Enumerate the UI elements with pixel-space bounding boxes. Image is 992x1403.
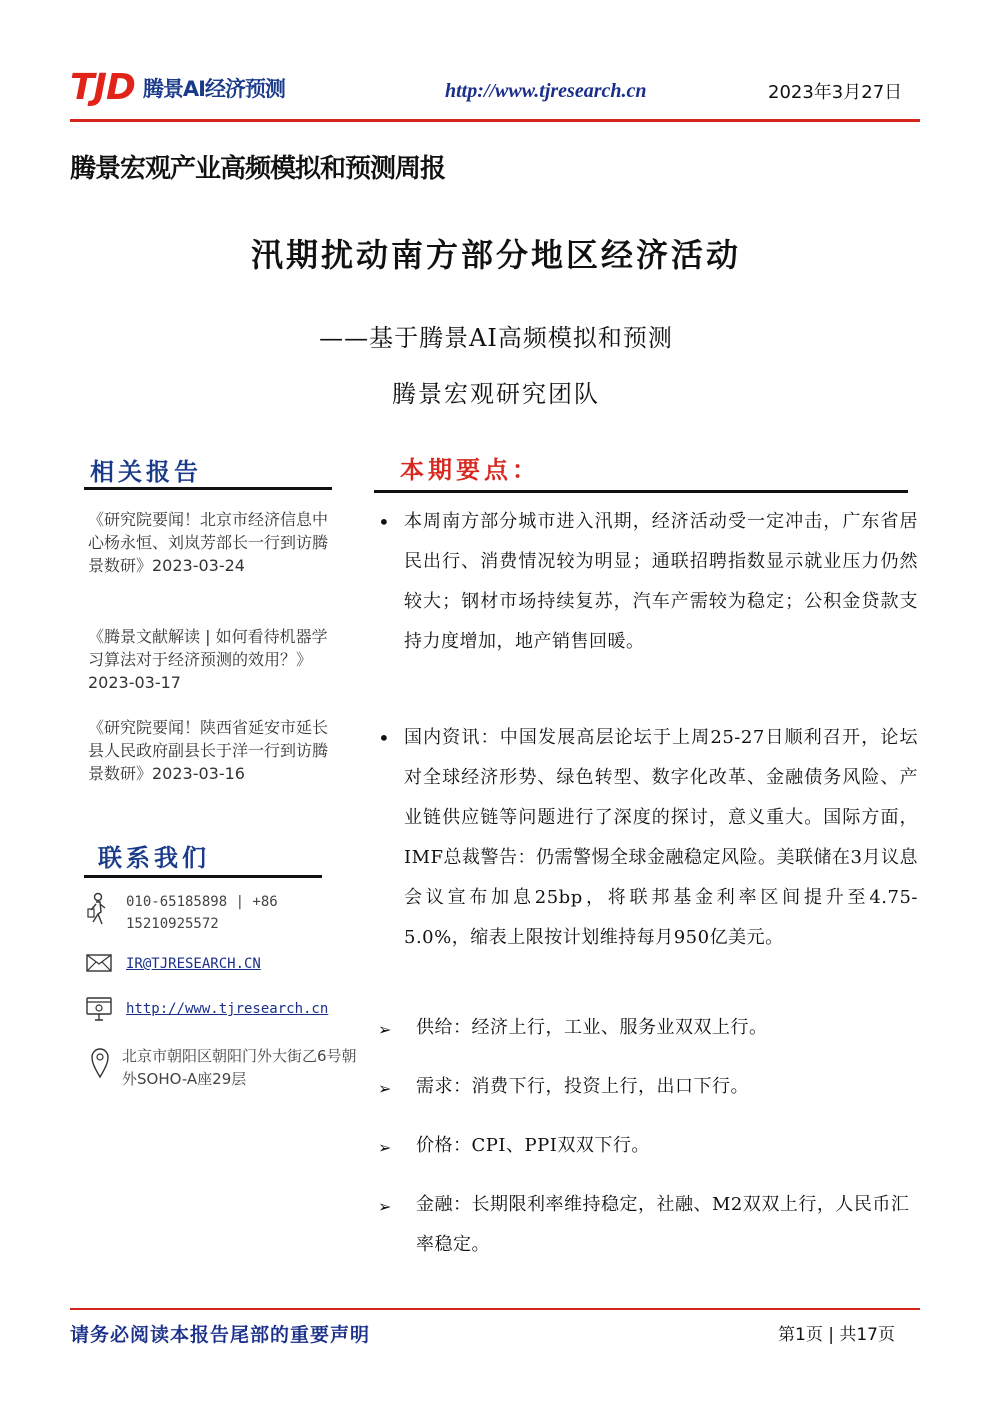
contact-email[interactable] xyxy=(126,953,261,975)
logo-mark: TJD xyxy=(70,67,135,108)
email-link[interactable]: IR@TJRESEARCH.CN xyxy=(126,956,261,972)
website-link[interactable]: http://www.tjresearch.cn xyxy=(126,1001,329,1017)
arrow-marker: ➢ xyxy=(378,1020,392,1039)
highlights-heading: 本期要点： xyxy=(400,455,540,484)
page-subtitle: ——基于腾景AI高频模拟和预测 xyxy=(319,324,673,352)
contact-phone: 010-65185898 | +86 15210925572 xyxy=(126,894,278,932)
header-url[interactable]: http://www.tjresearch.cn xyxy=(445,80,647,102)
related-divider xyxy=(84,487,332,490)
header-divider xyxy=(70,119,920,122)
contact-divider xyxy=(84,875,322,878)
bullet-marker: • xyxy=(378,510,390,534)
logo-text: 腾景AI经济预测 xyxy=(142,77,285,101)
highlights-divider xyxy=(374,490,908,493)
contact-heading: 联系我们 xyxy=(98,843,210,872)
related-report-2[interactable]: 《腾景文献解读 | 如何看待机器学习算法对于经济预测的效用？》2023-03-17 xyxy=(88,627,328,692)
highlight-demand: 需求：消费下行，投资上行，出口下行。 xyxy=(416,1076,749,1097)
brand-logo xyxy=(70,67,285,108)
contact-website[interactable] xyxy=(126,998,328,1020)
arrow-marker: ➢ xyxy=(378,1138,392,1157)
header-date: 2023年3月27日 xyxy=(768,82,903,103)
report-series: 腾景宏观产业高频模拟和预测周报 xyxy=(70,154,446,184)
highlight-summary: 本周南方部分城市进入汛期，经济活动受一定冲击，广东省居民出行、消费情况较为明显；通联招聘指数显示就业压力仍然较大；钢材市场持续复苏，汽车产需较为稳定；公积金贷款支持力度增加，地产销售回暖。 xyxy=(404,511,918,652)
contact-address: 北京市朝阳区朝阳门外大街乙6号朝外SOHO-A座29层 xyxy=(122,1047,357,1088)
related-report-3[interactable]: 《研究院要闻！陕西省延安市延长县人民政府副县长于洋一行到访腾景数研》2023-03-16 xyxy=(88,718,329,783)
phone-person-icon xyxy=(86,892,108,928)
location-pin-icon xyxy=(90,1047,110,1079)
arrow-marker: ➢ xyxy=(378,1197,392,1216)
highlight-news: 国内资讯：中国发展高层论坛于上周25-27日顺利召开，论坛对全球经济形势、绿色转型、数字化改革、金融债务风险、产业链供应链等问题进行了深度的探讨，意义重大。国际方面，IMF总裁警告：仍需警惕全球金融稳定风险。美联储在3月议息会议宣布加息25bp，将联邦基金利率区间提升至4.75-5.0%，缩表上限按计划维持每月950亿美元。 xyxy=(404,727,918,948)
footer-divider xyxy=(70,1308,920,1310)
email-icon xyxy=(86,954,112,972)
bullet-marker: • xyxy=(378,726,390,750)
page-number: 第1页 | 共17页 xyxy=(778,1325,895,1345)
highlight-supply: 供给：经济上行，工业、服务业双双上行。 xyxy=(416,1017,768,1038)
page-title: 汛期扰动南方部分地区经济活动 xyxy=(250,236,741,274)
related-heading: 相关报告 xyxy=(90,457,202,486)
related-report-1[interactable]: 《研究院要闻！北京市经济信息中心杨永恒、刘岚芳部长一行到访腾景数研》2023-03-24 xyxy=(88,510,329,575)
website-icon xyxy=(86,996,112,1022)
footer-notice: 请务必阅读本报告尾部的重要声明 xyxy=(70,1324,371,1346)
arrow-marker: ➢ xyxy=(378,1079,392,1098)
highlight-finance: 金融：长期限利率维持稳定，社融、M2双双上行，人民币汇率稳定。 xyxy=(416,1194,910,1255)
author-team: 腾景宏观研究团队 xyxy=(392,380,600,408)
highlight-price: 价格：CPI、PPI双双下行。 xyxy=(416,1135,650,1156)
